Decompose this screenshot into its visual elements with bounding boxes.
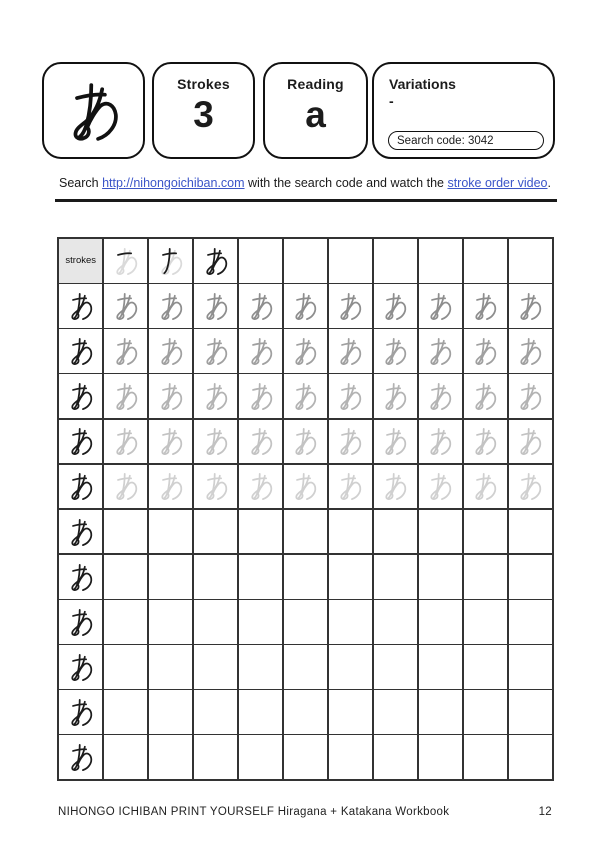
stroke-step-cell-strokes-1-2 xyxy=(149,239,192,283)
trace-guide-cell xyxy=(104,420,147,464)
blank-practice-cell xyxy=(284,690,327,734)
trace-guide-cell xyxy=(239,284,282,328)
blank-practice-cell xyxy=(149,735,192,779)
trace-guide-cell xyxy=(464,420,507,464)
blank-practice-cell xyxy=(464,510,507,554)
blank-practice-cell xyxy=(419,600,462,644)
trace-guide-cell xyxy=(374,465,417,509)
trace-guide-cell xyxy=(284,284,327,328)
blank-practice-cell xyxy=(194,645,237,689)
model-character-cell xyxy=(59,465,102,509)
instruction-line xyxy=(0,176,610,190)
model-character-cell xyxy=(59,329,102,373)
blank-practice-cell xyxy=(374,555,417,599)
reading-card xyxy=(263,62,368,159)
blank-practice-cell xyxy=(149,510,192,554)
blank-practice-cell xyxy=(239,690,282,734)
blank-practice-cell xyxy=(194,735,237,779)
variations-label: Variations xyxy=(389,76,456,92)
stroke-step-cell-complete-character xyxy=(194,239,237,283)
trace-guide-cell xyxy=(374,329,417,373)
blank-practice-cell xyxy=(149,555,192,599)
blank-practice-cell xyxy=(509,735,552,779)
model-character-cell xyxy=(59,510,102,554)
empty-header-cell xyxy=(284,239,327,283)
search-code-badge xyxy=(388,131,544,150)
trace-guide-cell xyxy=(419,420,462,464)
blank-practice-cell xyxy=(329,600,372,644)
blank-practice-cell xyxy=(239,645,282,689)
trace-guide-cell xyxy=(509,465,552,509)
trace-guide-cell xyxy=(239,465,282,509)
blank-practice-cell xyxy=(284,600,327,644)
trace-guide-cell xyxy=(194,465,237,509)
trace-guide-cell xyxy=(374,420,417,464)
variations-value: - xyxy=(389,93,394,109)
blank-practice-cell xyxy=(329,555,372,599)
blank-practice-cell xyxy=(509,510,552,554)
blank-practice-cell xyxy=(509,555,552,599)
blank-practice-cell xyxy=(464,645,507,689)
blank-practice-cell xyxy=(374,600,417,644)
blank-practice-cell xyxy=(329,690,372,734)
blank-practice-cell xyxy=(194,690,237,734)
instruction-prefix: Search xyxy=(58,176,103,190)
trace-guide-cell xyxy=(194,284,237,328)
trace-guide-cell xyxy=(194,420,237,464)
blank-practice-cell xyxy=(149,600,192,644)
reading-value: a xyxy=(305,94,326,135)
blank-practice-cell xyxy=(329,645,372,689)
trace-guide-cell xyxy=(419,374,462,418)
trace-guide-cell xyxy=(464,465,507,509)
blank-practice-cell xyxy=(104,735,147,779)
blank-practice-cell xyxy=(419,690,462,734)
trace-guide-cell xyxy=(419,329,462,373)
trace-guide-cell xyxy=(149,420,192,464)
trace-guide-cell xyxy=(509,284,552,328)
blank-practice-cell xyxy=(374,645,417,689)
practice-grid xyxy=(57,237,554,781)
blank-practice-cell xyxy=(104,645,147,689)
character-card xyxy=(42,62,145,159)
blank-practice-cell xyxy=(329,510,372,554)
strokes-row-label-cell: strokes xyxy=(59,239,102,283)
blank-practice-cell xyxy=(239,735,282,779)
blank-practice-cell xyxy=(284,735,327,779)
blank-practice-cell xyxy=(194,600,237,644)
blank-practice-cell xyxy=(239,510,282,554)
blank-practice-cell xyxy=(419,645,462,689)
trace-guide-cell xyxy=(194,374,237,418)
hiragana-a-glyph xyxy=(60,77,128,145)
instruction-suffix: . xyxy=(547,176,551,190)
variations-card xyxy=(372,62,555,159)
trace-guide-cell xyxy=(284,329,327,373)
blank-practice-cell xyxy=(509,645,552,689)
stroke-step-cell-stroke-1 xyxy=(104,239,147,283)
trace-guide-cell xyxy=(104,465,147,509)
empty-header-cell xyxy=(509,239,552,283)
trace-guide-cell xyxy=(509,420,552,464)
blank-practice-cell xyxy=(104,510,147,554)
trace-guide-cell xyxy=(329,374,372,418)
trace-guide-cell xyxy=(194,329,237,373)
trace-guide-cell xyxy=(284,374,327,418)
blank-practice-cell xyxy=(374,690,417,734)
trace-guide-cell xyxy=(329,420,372,464)
blank-practice-cell xyxy=(374,510,417,554)
empty-header-cell xyxy=(329,239,372,283)
trace-guide-cell xyxy=(284,420,327,464)
trace-guide-cell xyxy=(239,420,282,464)
blank-practice-cell xyxy=(509,600,552,644)
blank-practice-cell xyxy=(284,645,327,689)
site-link[interactable]: http://nihongoichiban.com xyxy=(102,176,245,190)
trace-guide-cell xyxy=(104,374,147,418)
blank-practice-cell xyxy=(284,510,327,554)
blank-practice-cell xyxy=(374,735,417,779)
trace-guide-cell xyxy=(104,329,147,373)
blank-practice-cell xyxy=(419,555,462,599)
trace-guide-cell xyxy=(239,329,282,373)
blank-practice-cell xyxy=(284,555,327,599)
strokes-count: 3 xyxy=(193,94,214,135)
trace-guide-cell xyxy=(284,465,327,509)
empty-header-cell xyxy=(419,239,462,283)
model-character-cell xyxy=(59,690,102,734)
model-character-cell xyxy=(59,420,102,464)
model-character-cell xyxy=(59,374,102,418)
blank-practice-cell xyxy=(149,690,192,734)
trace-guide-cell xyxy=(509,374,552,418)
strokes-label: Strokes xyxy=(177,76,230,92)
trace-guide-cell xyxy=(329,329,372,373)
blank-practice-cell xyxy=(194,510,237,554)
blank-practice-cell xyxy=(239,600,282,644)
blank-practice-cell xyxy=(104,690,147,734)
trace-guide-cell xyxy=(329,284,372,328)
divider-rule xyxy=(55,199,557,202)
page-number: 12 xyxy=(538,806,552,818)
blank-practice-cell xyxy=(464,735,507,779)
blank-practice-cell xyxy=(239,555,282,599)
trace-guide-cell xyxy=(374,284,417,328)
strokes-card xyxy=(152,62,255,159)
empty-header-cell xyxy=(464,239,507,283)
reading-label: Reading xyxy=(287,76,344,92)
trace-guide-cell xyxy=(464,284,507,328)
blank-practice-cell xyxy=(149,645,192,689)
trace-guide-cell xyxy=(104,284,147,328)
model-character-cell xyxy=(59,555,102,599)
model-character-cell xyxy=(59,600,102,644)
trace-guide-cell xyxy=(419,465,462,509)
trace-guide-cell xyxy=(419,284,462,328)
trace-guide-cell xyxy=(149,329,192,373)
search-code-text: Search code: 3042 xyxy=(397,134,494,147)
trace-guide-cell xyxy=(149,374,192,418)
empty-header-cell xyxy=(374,239,417,283)
model-character-cell xyxy=(59,284,102,328)
model-character-cell xyxy=(59,735,102,779)
blank-practice-cell xyxy=(104,555,147,599)
trace-guide-cell xyxy=(149,284,192,328)
blank-practice-cell xyxy=(194,555,237,599)
blank-practice-cell xyxy=(464,600,507,644)
trace-guide-cell xyxy=(374,374,417,418)
trace-guide-cell xyxy=(509,329,552,373)
model-character-cell xyxy=(59,645,102,689)
blank-practice-cell xyxy=(464,555,507,599)
blank-practice-cell xyxy=(509,690,552,734)
empty-header-cell xyxy=(239,239,282,283)
blank-practice-cell xyxy=(329,735,372,779)
blank-practice-cell xyxy=(464,690,507,734)
footer-title: NIHONGO ICHIBAN PRINT YOURSELF Hiragana + Katakana Workbook xyxy=(58,806,450,818)
page-footer xyxy=(58,806,552,818)
trace-guide-cell xyxy=(329,465,372,509)
stroke-order-video-link[interactable]: stroke order video xyxy=(447,176,548,190)
instruction-middle: with the search code and watch the xyxy=(244,176,448,190)
blank-practice-cell xyxy=(104,600,147,644)
trace-guide-cell xyxy=(149,465,192,509)
trace-guide-cell xyxy=(464,374,507,418)
blank-practice-cell xyxy=(419,510,462,554)
trace-guide-cell xyxy=(239,374,282,418)
blank-practice-cell xyxy=(419,735,462,779)
trace-guide-cell xyxy=(464,329,507,373)
